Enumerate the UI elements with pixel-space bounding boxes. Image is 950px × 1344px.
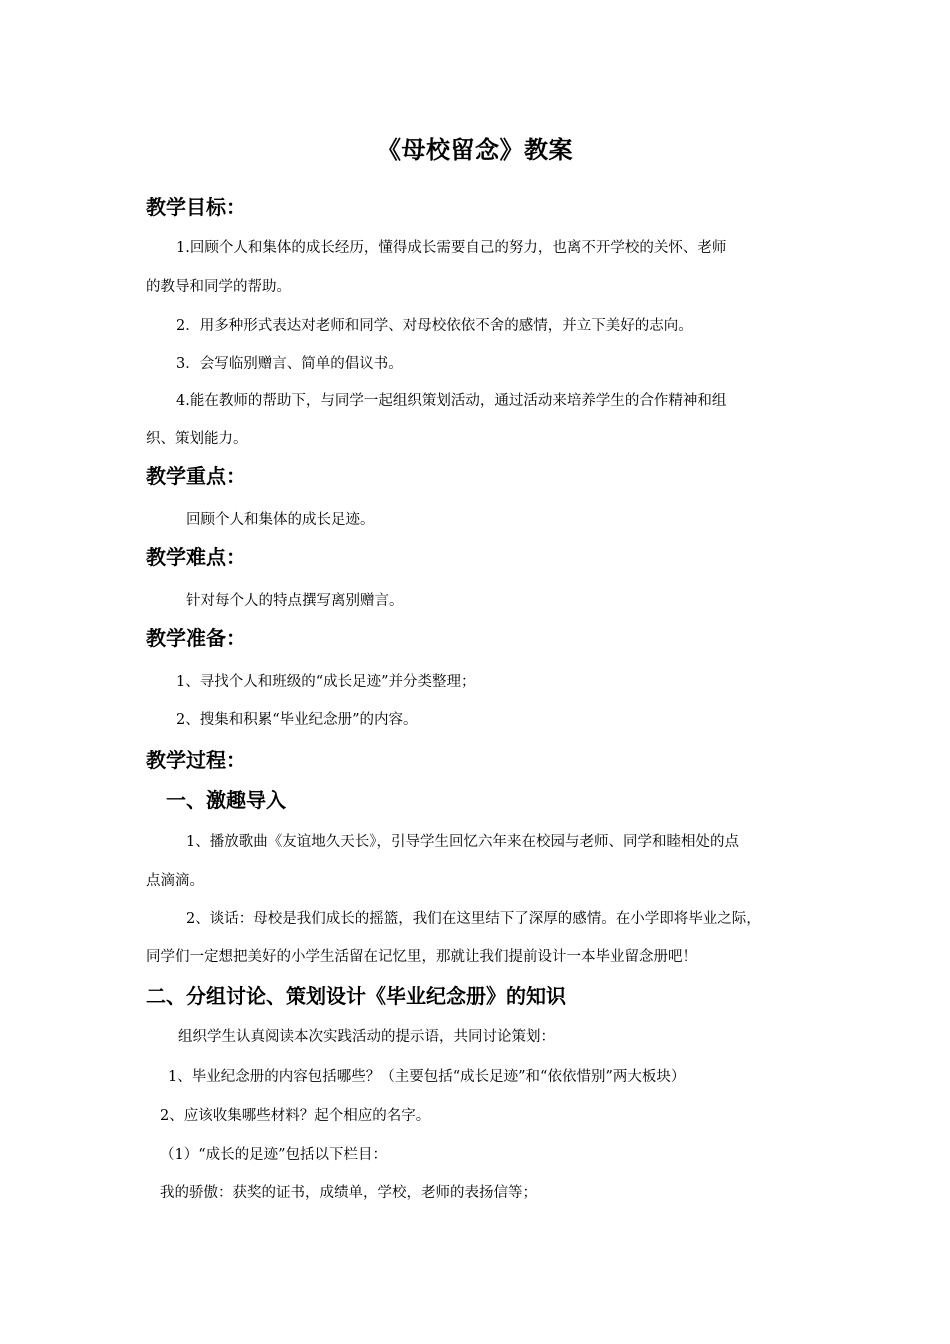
document-title: 《母校留念》教案: [377, 136, 573, 164]
section2-line-3: 2、应该收集哪些材料？起个相应的名字。: [160, 1108, 431, 1124]
key-points-text: 回顾个人和集体的成长足迹。: [186, 512, 375, 528]
section1-line-1: 1、播放歌曲《友谊地久天长》，引导学生回忆六年来在校园与老师、同学和睦相处的点: [186, 834, 739, 850]
section2-line-5: 我的骄傲：获奖的证书，成绩单，学校，老师的表扬信等；: [160, 1185, 537, 1201]
process-heading: 教学过程：: [146, 748, 246, 772]
objectives-heading: 教学目标：: [146, 195, 246, 219]
section2-line-1: 组织学生认真阅读本次实践活动的提示语，共同讨论策划：: [178, 1029, 555, 1045]
section2-line-2: 1、毕业纪念册的内容包括哪些？（主要包括“成长足迹”和“依依惜别”两大板块）: [168, 1069, 686, 1085]
preparation-line-2: 2、搜集和积累“毕业纪念册”的内容。: [176, 712, 418, 728]
section1-heading: 一、激趣导入: [166, 788, 286, 812]
section1-line-2: 点滴滴。: [146, 873, 204, 889]
section1-line-3: 2、谈话：母校是我们成长的摇篮，我们在这里结下了深厚的感情。在小学即将毕业之际，: [186, 911, 761, 927]
objective-line-6: 织、策划能力。: [146, 431, 248, 447]
objective-line-3: 2．用多种形式表达对老师和同学、对母校依依不舍的感情，并立下美好的志向。: [176, 318, 693, 334]
objective-line-4: 3．会写临别赠言、简单的倡议书。: [176, 356, 403, 372]
preparation-line-1: 1、寻找个人和班级的“成长足迹”并分类整理；: [176, 674, 476, 690]
preparation-heading: 教学准备：: [146, 626, 246, 650]
objective-line-2: 的教导和同学的帮助。: [146, 279, 291, 295]
difficulty-heading: 教学难点：: [146, 545, 246, 569]
objective-line-5: 4.能在教师的帮助下，与同学一起组织策划活动，通过活动来培养学生的合作精神和组: [176, 393, 727, 409]
key-points-heading: 教学重点：: [146, 464, 246, 488]
section2-line-4: （1）“成长的足迹”包括以下栏目：: [160, 1147, 388, 1163]
objective-line-1: 1.回顾个人和集体的成长经历，懂得成长需要自己的努力，也离不开学校的关怀、老师: [176, 240, 727, 256]
section1-line-4: 同学们一定想把美好的小学生活留在记忆里，那就让我们提前设计一本毕业留念册吧！: [146, 949, 697, 965]
section2-heading: 二、分组讨论、策划设计《毕业纪念册》的知识: [146, 984, 566, 1008]
difficulty-text: 针对每个人的特点撰写离别赠言。: [186, 593, 404, 609]
